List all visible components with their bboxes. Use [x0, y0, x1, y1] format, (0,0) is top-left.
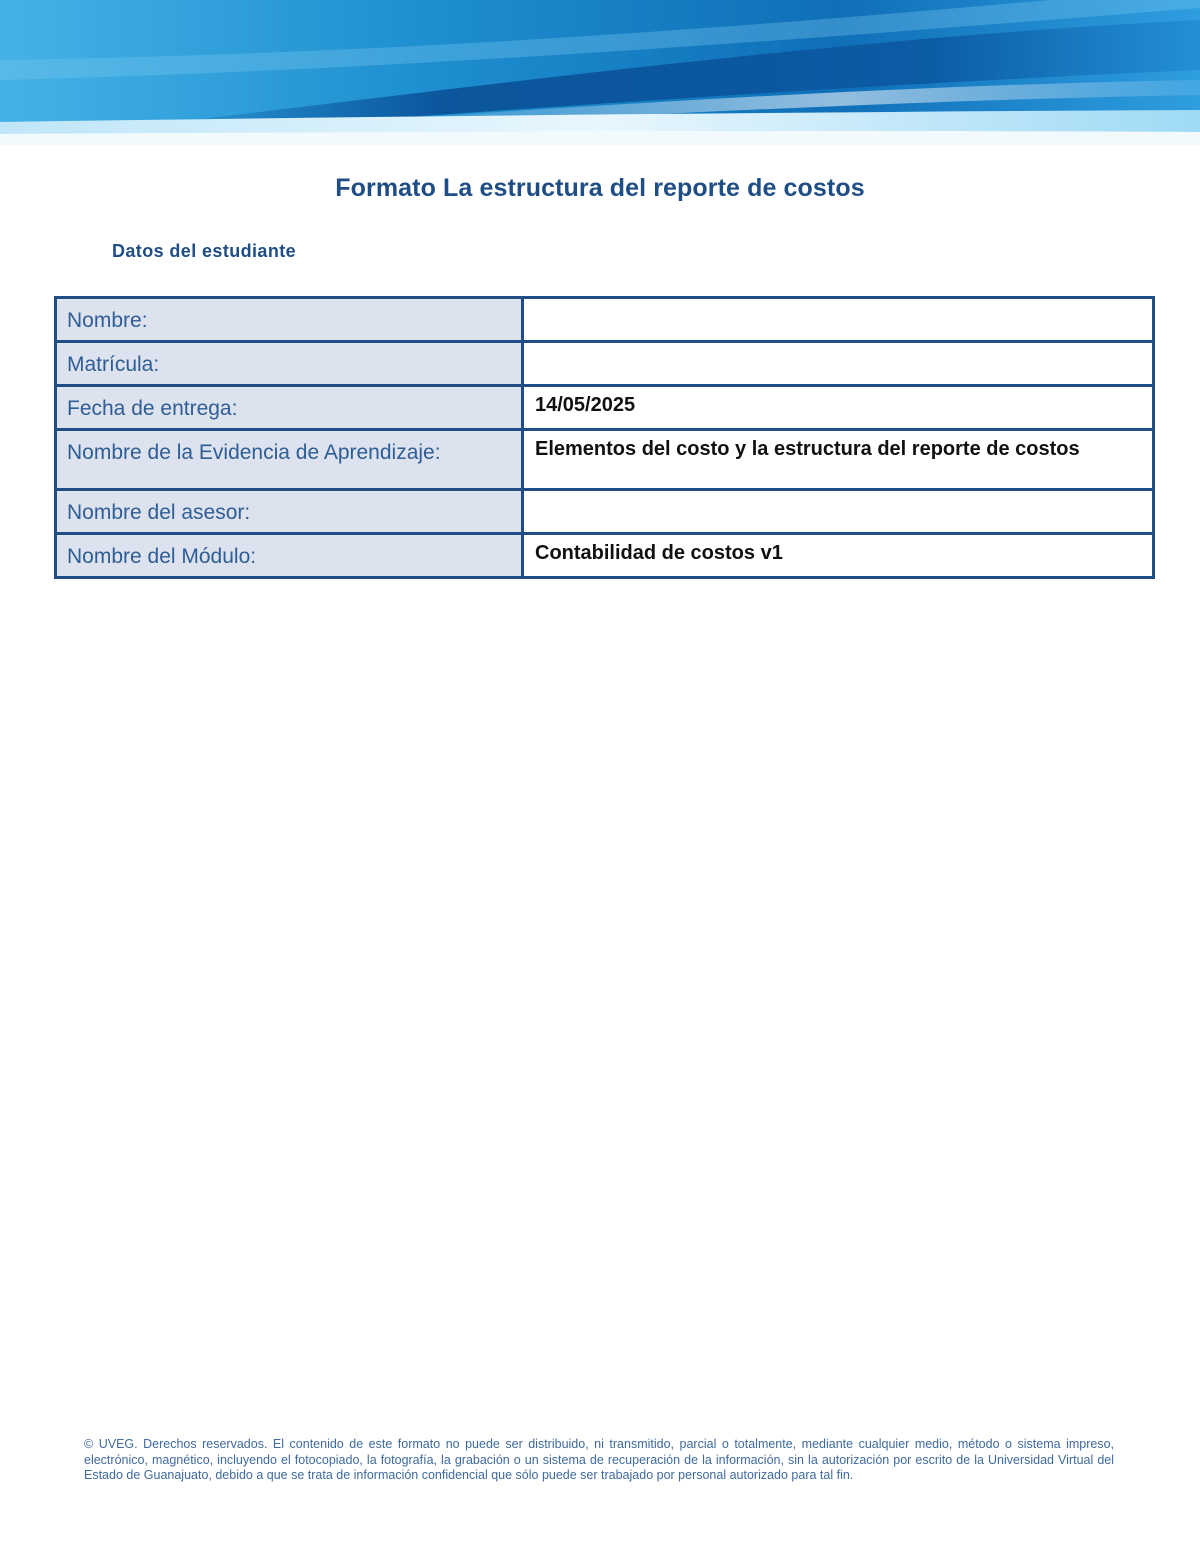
row-value[interactable]: [523, 490, 1154, 534]
section-heading: Datos del estudiante: [112, 241, 297, 261]
row-label: Nombre del Módulo:: [56, 534, 523, 578]
document-title: Formato La estructura del reporte de costos: [335, 174, 865, 202]
table-row: [56, 430, 1154, 490]
table-row: [56, 534, 1154, 578]
row-value[interactable]: Contabilidad de costos v1: [523, 534, 1154, 578]
table-row: [56, 386, 1154, 430]
header-banner-graphic: [0, 0, 1200, 145]
row-label: Nombre de la Evidencia de Aprendizaje:: [56, 430, 523, 490]
row-value[interactable]: 14/05/2025: [523, 386, 1154, 430]
row-value[interactable]: [523, 342, 1154, 386]
student-data-table: [54, 296, 1155, 579]
header-banner: [0, 0, 1200, 145]
table-row: [56, 298, 1154, 342]
row-value[interactable]: [523, 298, 1154, 342]
row-value[interactable]: Elementos del costo y la estructura del reporte de costos: [523, 430, 1154, 490]
row-label: Matrícula:: [56, 342, 523, 386]
copyright-footer: © UVEG. Derechos reservados. El contenido de este formato no puede ser distribuido, ni transmitido, parcial o totalmente, mediante cualquier medio, método o sistema impreso, electrónico, magnético, incluyendo el fotocopiado, la fotografía, la grabación o un sistema de recuperación de la información, sin la autorización por escrito de la Universidad Virtual del Estado de Guanajuato, debido a que se trata de información confidencial que sólo puede ser trabajado por personal autorizado para tal fin.: [84, 1437, 1114, 1482]
row-label: Nombre:: [56, 298, 523, 342]
row-label: Nombre del asesor:: [56, 490, 523, 534]
row-label: Fecha de entrega:: [56, 386, 523, 430]
table-row: [56, 342, 1154, 386]
table-row: [56, 490, 1154, 534]
